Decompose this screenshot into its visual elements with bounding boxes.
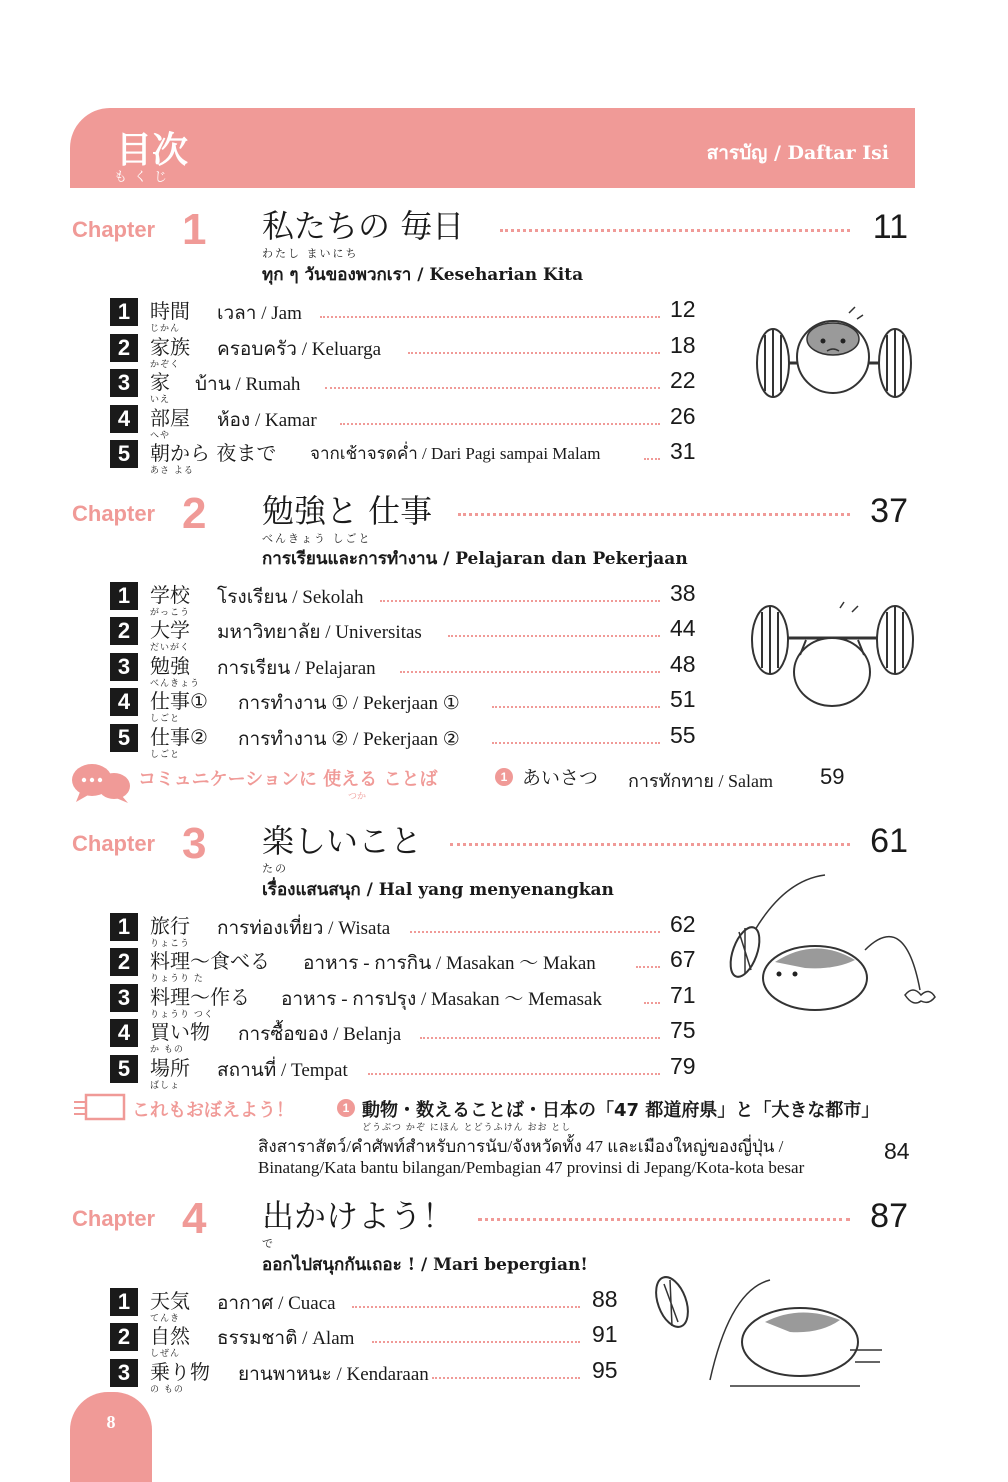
item-title: 買い物 bbox=[150, 1020, 210, 1044]
chapter-label: Chapter bbox=[72, 501, 156, 526]
item-title: 部屋 bbox=[150, 406, 190, 430]
item-number: 1 bbox=[110, 1288, 138, 1316]
item-number: 1 bbox=[110, 582, 138, 610]
chapter-title[interactable]: 勉強と 仕事 bbox=[262, 492, 433, 530]
item-desc: จากเช้าจรดค่ำ / Dari Pagi sampai Malam bbox=[310, 444, 601, 463]
item-page: 55 bbox=[670, 722, 696, 748]
item-title: 朝から 夜まで bbox=[150, 441, 277, 465]
chapter-title-ruby: べんきょう しごと bbox=[262, 532, 372, 545]
item-title: 時間 bbox=[150, 299, 190, 323]
item-title: 大学 bbox=[150, 618, 190, 642]
leader-dots bbox=[372, 1341, 580, 1343]
communication-number: 1 bbox=[495, 768, 513, 786]
item-page: 67 bbox=[670, 946, 696, 972]
leader-dots bbox=[320, 316, 660, 318]
item-page: 79 bbox=[670, 1053, 696, 1079]
chapter-title[interactable]: 出かけよう！ bbox=[262, 1197, 455, 1235]
leader-dots bbox=[644, 1002, 660, 1004]
item-desc: มหาวิทยาลัย / Universitas bbox=[217, 622, 422, 643]
item-desc: สถานที่ / Tempat bbox=[217, 1060, 348, 1081]
item-number: 4 bbox=[110, 405, 138, 433]
item-ruby: の もの bbox=[150, 1385, 184, 1395]
item-page: 75 bbox=[670, 1017, 696, 1043]
chapter-label: Chapter bbox=[72, 1206, 156, 1231]
leader-dots bbox=[340, 423, 660, 425]
chapter-label: Chapter bbox=[72, 217, 156, 242]
item-number: 3 bbox=[110, 653, 138, 681]
memo-topic[interactable]: 動物・数えることば・日本の「47 都道府県」と「大きな都市」 bbox=[362, 1100, 880, 1121]
item-desc: อากาศ / Cuaca bbox=[217, 1293, 336, 1314]
page-number: 8 bbox=[106, 1412, 116, 1432]
chapter-title-ruby: で bbox=[262, 1237, 275, 1250]
item-desc: บ้าน / Rumah bbox=[195, 374, 301, 395]
item-title: 天気 bbox=[150, 1289, 190, 1313]
item-ruby: しぜん bbox=[150, 1349, 181, 1359]
leader-dots bbox=[408, 352, 660, 354]
item-desc: ยานพาหนะ / Kendaraan bbox=[238, 1364, 429, 1385]
item-page: 12 bbox=[670, 296, 696, 322]
item-ruby: ばしょ bbox=[150, 1081, 181, 1091]
item-number: 2 bbox=[110, 1323, 138, 1351]
leader-dots bbox=[400, 671, 660, 673]
leader-dots bbox=[492, 742, 660, 744]
page-title: 目次 bbox=[116, 130, 189, 171]
item-desc: อาหาร - การปรุง / Masakan ～ Memasak bbox=[281, 989, 602, 1010]
chapter-number: 2 bbox=[182, 489, 207, 538]
chapter-page[interactable]: 61 bbox=[870, 822, 908, 860]
memo-desc-indonesian: Binatang/Kata bantu bilangan/Pembagian 47 provinsi di Jepang/Kota-kota besar bbox=[258, 1158, 805, 1177]
item-number: 3 bbox=[110, 1359, 138, 1387]
page-title-translation: สารบัญ / Daftar Isi bbox=[706, 142, 889, 164]
item-ruby: りょこう bbox=[150, 939, 191, 949]
item-ruby: へや bbox=[150, 431, 171, 441]
item-ruby: りょうり つく bbox=[150, 1010, 214, 1020]
leader-dots bbox=[410, 931, 660, 933]
item-desc: อาหาร - การกิน / Masakan ～ Makan bbox=[303, 953, 596, 974]
chapter-page[interactable]: 37 bbox=[870, 492, 908, 530]
item-desc: ครอบครัว / Keluarga bbox=[217, 339, 382, 360]
item-number: 2 bbox=[110, 334, 138, 362]
chat-bubble-icon bbox=[70, 760, 132, 804]
item-desc: การทำงาน ① / Pekerjaan ① bbox=[238, 693, 460, 714]
communication-topic[interactable]: あいさつ bbox=[522, 767, 599, 789]
item-number: 1 bbox=[110, 913, 138, 941]
item-ruby: だいがく bbox=[150, 643, 191, 653]
item-title: 乗り物 bbox=[150, 1360, 210, 1384]
item-ruby: じかん bbox=[150, 324, 181, 334]
item-page: 71 bbox=[670, 982, 696, 1008]
item-ruby: べんきょう bbox=[150, 679, 201, 689]
item-number: 4 bbox=[110, 1019, 138, 1047]
leader-dots bbox=[380, 600, 660, 602]
chapter-title[interactable]: 楽しいこと bbox=[262, 822, 423, 860]
item-ruby: てんき bbox=[150, 1314, 181, 1324]
chapter-subtitle: ออกไปสนุกกันเถอะ ! / Mari bepergian! bbox=[262, 1255, 588, 1275]
item-page: 91 bbox=[592, 1321, 618, 1347]
communication-ruby: つか bbox=[348, 792, 367, 802]
communication-page[interactable]: 59 bbox=[820, 764, 845, 789]
memo-desc-thai: สิงสาราสัตว์/คำศัพท์สำหรับการนับ/จังหวัดทั้ง 47 และเมืองใหญ่ของญี่ปุ่น / bbox=[258, 1137, 784, 1156]
leader-dots bbox=[644, 458, 660, 460]
item-page: 62 bbox=[670, 911, 696, 937]
item-title: 家 bbox=[150, 370, 170, 394]
item-title: 家族 bbox=[150, 335, 190, 359]
hamster-overhead-lift-icon bbox=[740, 600, 920, 715]
item-number: 4 bbox=[110, 688, 138, 716]
item-number: 2 bbox=[110, 617, 138, 645]
hamster-falling-icon bbox=[650, 1270, 890, 1395]
leader-dots bbox=[500, 229, 850, 232]
item-ruby: あさ よる bbox=[150, 466, 194, 476]
item-desc: การท่องเที่ยว / Wisata bbox=[217, 918, 391, 939]
item-desc: ห้อง / Kamar bbox=[217, 410, 317, 431]
item-desc: การทำงาน ② / Pekerjaan ② bbox=[238, 729, 460, 750]
leader-dots bbox=[432, 1377, 580, 1379]
item-ruby: しごと bbox=[150, 714, 181, 724]
item-number: 5 bbox=[110, 440, 138, 468]
item-page: 26 bbox=[670, 403, 696, 429]
item-title: 学校 bbox=[150, 583, 190, 607]
memo-ruby: どうぶつ かぞ にほん とどうふけん おお とし bbox=[362, 1123, 572, 1133]
leader-dots bbox=[352, 1306, 580, 1308]
item-desc: ธรรมชาติ / Alam bbox=[217, 1328, 355, 1349]
item-number: 2 bbox=[110, 948, 138, 976]
item-ruby: かぞく bbox=[150, 360, 181, 370]
item-title: 場所 bbox=[150, 1056, 190, 1080]
hamster-lifting-icon bbox=[745, 305, 920, 405]
item-page: 18 bbox=[670, 332, 696, 358]
chapter-title[interactable]: 私たちの 毎日 bbox=[262, 207, 465, 245]
communication-desc: การทักทาย / Salam bbox=[628, 771, 773, 791]
leader-dots bbox=[450, 843, 850, 846]
item-title: 自然 bbox=[150, 1324, 190, 1348]
item-title: 仕事② bbox=[150, 725, 208, 749]
item-number: 5 bbox=[110, 1055, 138, 1083]
communication-title: コミュニケーションに 使える ことば bbox=[138, 769, 438, 790]
leader-dots bbox=[458, 513, 850, 516]
item-number: 1 bbox=[110, 298, 138, 326]
leader-dots bbox=[492, 706, 660, 708]
leader-dots bbox=[420, 1037, 660, 1039]
item-page: 38 bbox=[670, 580, 696, 606]
chapter-subtitle: ทุก ๆ วันของพวกเรา / Keseharian Kita bbox=[262, 265, 584, 285]
page-title-ruby: もくじ bbox=[114, 170, 175, 185]
item-page: 88 bbox=[592, 1286, 618, 1312]
item-title: 仕事① bbox=[150, 689, 208, 713]
leader-dots bbox=[478, 1218, 850, 1221]
item-ruby: がっこう bbox=[150, 608, 191, 618]
leader-dots bbox=[448, 635, 660, 637]
chapter-number: 1 bbox=[182, 205, 207, 254]
chapter-page[interactable]: 87 bbox=[870, 1197, 908, 1235]
chapter-subtitle: เรื่องแสนสนุก / Hal yang menyenangkan bbox=[262, 880, 614, 900]
item-title: 料理〜食べる bbox=[150, 949, 270, 973]
item-number: 5 bbox=[110, 724, 138, 752]
item-number: 3 bbox=[110, 984, 138, 1012]
memo-note-icon bbox=[72, 1092, 126, 1122]
item-title: 勉強 bbox=[150, 654, 190, 678]
item-page: 95 bbox=[592, 1357, 618, 1383]
item-page: 31 bbox=[670, 438, 696, 464]
chapter-subtitle: การเรียนและการทำงาน / Pelajaran dan Pekerjaan bbox=[262, 549, 688, 569]
chapter-title-ruby: わたし まいにち bbox=[262, 247, 359, 260]
item-number: 3 bbox=[110, 369, 138, 397]
header-banner bbox=[70, 108, 915, 188]
item-ruby: しごと bbox=[150, 750, 181, 760]
item-ruby: いえ bbox=[150, 395, 171, 405]
chapter-number: 3 bbox=[182, 819, 207, 868]
item-desc: เวลา / Jam bbox=[217, 303, 302, 324]
chapter-title-ruby: たの bbox=[262, 862, 288, 875]
hamster-jumping-icon bbox=[715, 870, 945, 1020]
item-ruby: りょうり た bbox=[150, 974, 204, 984]
item-page: 51 bbox=[670, 686, 696, 712]
page-number-tab bbox=[70, 1392, 152, 1482]
item-page: 44 bbox=[670, 615, 696, 641]
item-page: 22 bbox=[670, 367, 696, 393]
memo-page[interactable]: 84 bbox=[884, 1138, 910, 1164]
item-desc: การเรียน / Pelajaran bbox=[217, 658, 376, 679]
item-page: 48 bbox=[670, 651, 696, 677]
item-desc: โรงเรียน / Sekolah bbox=[217, 587, 364, 608]
chapter-page[interactable]: 11 bbox=[872, 208, 908, 246]
item-desc: การซื้อของ / Belanja bbox=[238, 1024, 402, 1045]
chapter-number: 4 bbox=[182, 1194, 207, 1243]
memo-number: 1 bbox=[337, 1099, 355, 1117]
leader-dots bbox=[368, 1073, 660, 1075]
item-title: 旅行 bbox=[150, 914, 190, 938]
chapter-label: Chapter bbox=[72, 831, 156, 856]
item-ruby: か もの bbox=[150, 1045, 184, 1055]
leader-dots bbox=[325, 387, 660, 389]
memo-title: これもおぼえよう！ bbox=[132, 1100, 294, 1121]
leader-dots bbox=[636, 966, 660, 968]
item-title: 料理〜作る bbox=[150, 985, 250, 1009]
